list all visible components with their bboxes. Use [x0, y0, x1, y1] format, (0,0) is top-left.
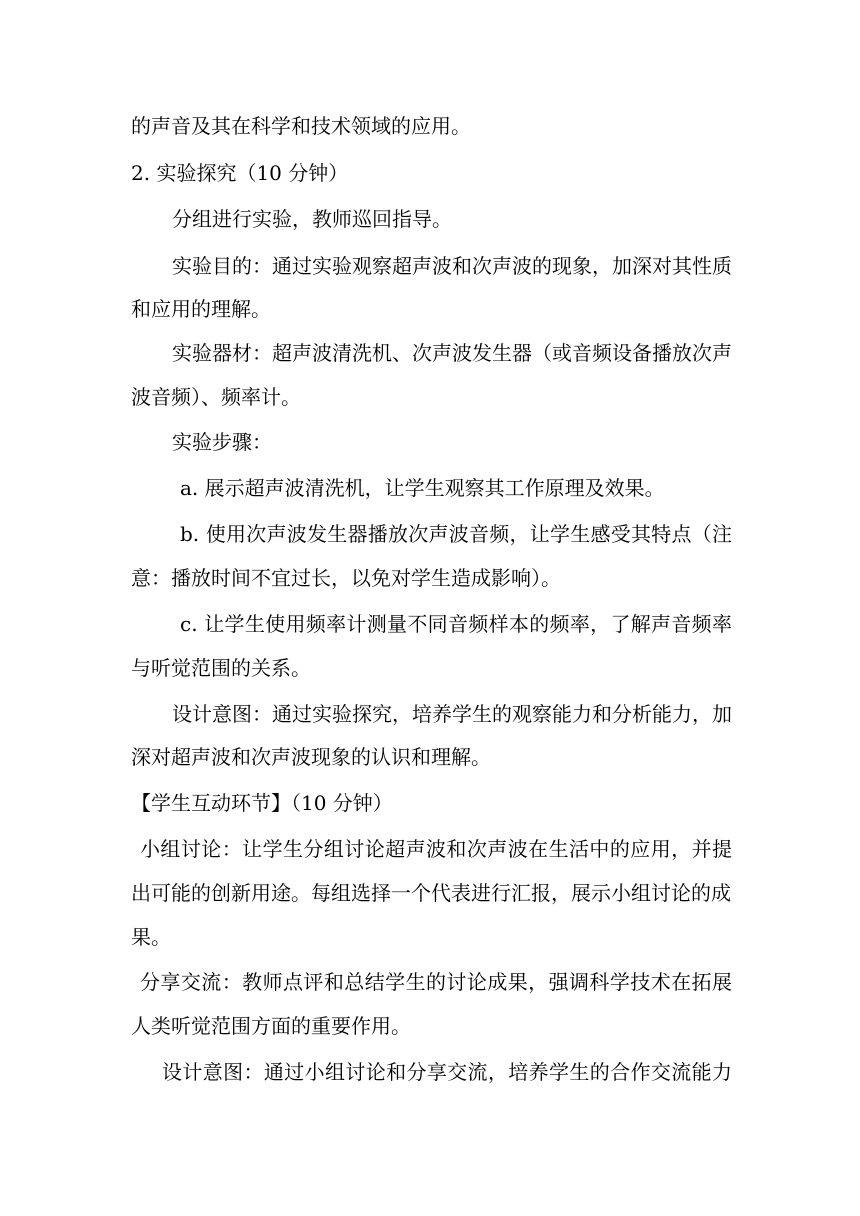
text-line: 实验步骤：	[172, 430, 272, 454]
text-line: 实验器材：超声波清洗机、次声波发生器（或音频设备播放次声	[172, 341, 732, 365]
list-item: a. 展示超声波清洗机，让学生观察其工作原理及效果。	[180, 476, 665, 500]
text-line: 设计意图：通过实验探究，培养学生的观察能力和分析能力，加	[172, 702, 732, 726]
text-line: 深对超声波和次声波现象的认识和理解。	[131, 745, 491, 769]
text-line: 分组进行实验，教师巡回指导。	[172, 207, 452, 231]
text-line: 果。	[131, 925, 171, 949]
text-line: 出可能的创新用途。每组选择一个代表进行汇报，展示小组讨论的成	[131, 881, 731, 905]
text-line: 意：播放时间不宜过长，以免对学生造成影响）。	[131, 566, 561, 590]
list-item: c. 让学生使用频率计测量不同音频样本的频率，了解声音频率	[180, 612, 732, 636]
text-line: 与听觉范围的关系。	[131, 656, 311, 680]
text-line: 分享交流：教师点评和总结学生的讨论成果，强调科学技术在拓展	[140, 970, 732, 994]
text-line: 人类听觉范围方面的重要作用。	[131, 1014, 411, 1038]
text-line: 实验目的：通过实验观察超声波和次声波的现象，加深对其性质	[172, 254, 732, 278]
text-line: 波音频）、频率计。	[131, 385, 301, 409]
text-line: 和应用的理解。	[131, 297, 271, 321]
text-line: 设计意图：通过小组讨论和分享交流，培养学生的合作交流能力	[162, 1060, 732, 1084]
text-line: 的声音及其在科学和技术领域的应用。	[131, 114, 471, 138]
list-item: b. 使用次声波发生器播放次声波音频，让学生感受其特点（注	[180, 522, 732, 546]
section-heading: 【学生互动环节】（10 分钟）	[131, 791, 393, 815]
section-heading: 2. 实验探究（10 分钟）	[131, 161, 349, 185]
text-line: 小组讨论：让学生分组讨论超声波和次声波在生活中的应用，并提	[140, 837, 732, 861]
